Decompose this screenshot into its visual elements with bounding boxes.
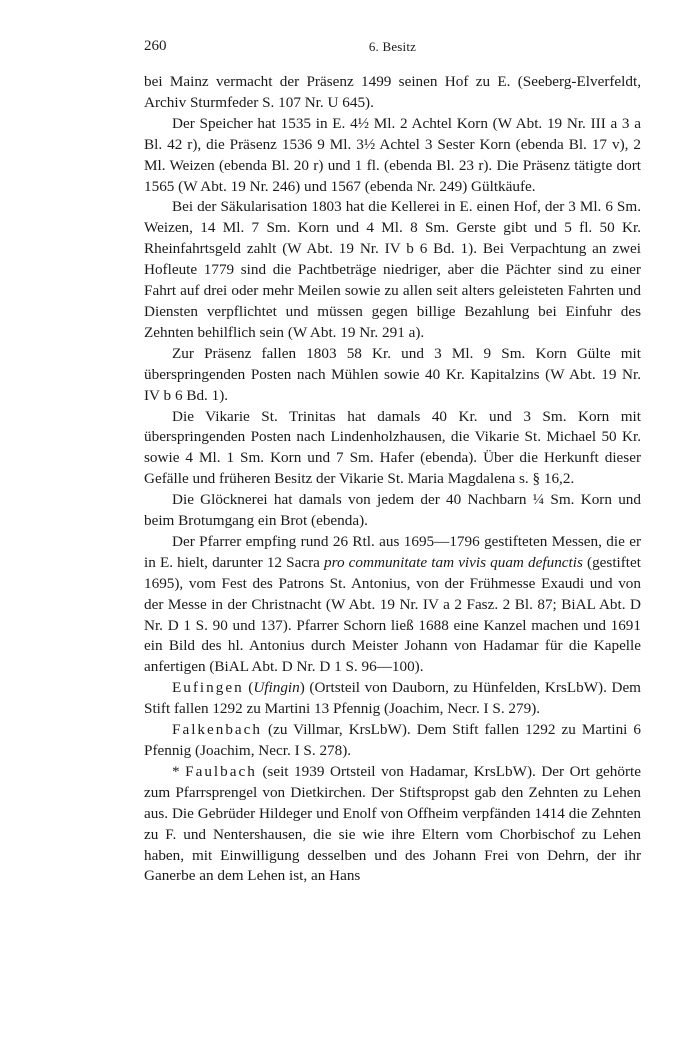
- italic-text: pro communitate tam vivis quam defunctis: [324, 553, 583, 571]
- paragraph: [144, 344, 641, 407]
- text-run: Bei der Säkularisation 1803 hat die Kellerei in E. einen Hof, der 3 Ml. 6 Sm. Weizen, 14 Ml. 7 Sm. Korn und 4 Ml. 8 Sm. Gerste gibt und 5 fl. 50 Kr. Rheinfahrtsgeld zahlt (W Abt. 19 Nr. IV b 6 Bd. 1). Bei Verpachtung an zwei Hofleute 1779 sind die Pachtbeträge niedriger, aber die Pächter sind zu einer Fahrt auf drei oder mehr Meilen sowie zu allen seit alters geleisteten Fahrten und Diensten verpflichtet und müssen gegen billige Bezahlung bei Einfuhr des Zehnten behilflich sein (W Abt. 19 Nr. 291 a).: [144, 198, 641, 341]
- place-name: Eufingen: [172, 679, 244, 697]
- paragraph: [144, 678, 641, 720]
- paragraph: [144, 490, 641, 532]
- running-head: [144, 38, 641, 58]
- page-number: 260: [144, 38, 167, 54]
- text-run: (gestiftet 1695), vom Fest des Patrons St. Antonius, von der Frühmesse Exaudi und von der Messe in der Christnacht (W Abt. 19 Nr. IV a 2 Fasz. 2 Bl. 87; BiAL Abt. D Nr. D 1 S. 90 und 137). Pfarrer Schorn ließ 1688 eine Kanzel machen und 1691 ein Bild des hl. Antonius durch Meister Johann von Hadamar für die Kapelle anfertigen (BiAL Abt. D Nr. D 1 S. 96—100).: [144, 553, 641, 676]
- text-run: Die Glöcknerei hat damals von jedem der 40 Nachbarn ¼ Sm. Korn und beim Brotumgang ein Brot (ebenda).: [144, 491, 641, 530]
- italic-text: Ufingin: [253, 679, 300, 697]
- text-run: (zu Villmar, KrsLbW). Dem Stift fallen 1292 zu Martini 6 Pfennig (Joachim, Necr. I S. 278).: [144, 721, 641, 759]
- text-run: bei Mainz vermacht der Präsenz 1499 seinen Hof zu E. (Seeberg-Elverfeldt, Archiv Sturmfeder S. 107 Nr. U 645).: [144, 73, 641, 111]
- text-run: ) (Ortsteil von Dauborn, zu Hünfelden, KrsLbW). Dem Stift fallen 1292 zu Martini 13 Pfennig (Joachim, Necr. I S. 279).: [144, 679, 641, 718]
- text-run: Die Vikarie St. Trinitas hat damals 40 Kr. und 3 Sm. Korn mit überspringenden Posten nach Lindenholzhausen, die Vikarie St. Michael 50 Kr. sowie 4 Ml. 1 Sm. Korn und 7 Sm. Hafer (ebenda). Über die Herkunft dieser Gefälle und früheren Besitz der Vikarie St. Maria Magdalena s. § 16,2.: [144, 407, 641, 488]
- text-run: Der Speicher hat 1535 in E. 4½ Ml. 2 Achtel Korn (W Abt. 19 Nr. III a 3 a Bl. 42 r), die Präsenz 1536 9 Ml. 3½ Achtel 3 Sester Korn (ebenda Bl. 17 v), 2 Ml. Weizen (ebenda Bl. 20 r) und 1 fl. (ebenda Bl. 23 r). Die Präsenz tätigte dort 1565 (W Abt. 19 Nr. 246) und 1567 (ebenda Nr. 249) Gültkäufe.: [144, 114, 641, 195]
- paragraph: [144, 114, 641, 198]
- paragraph: [144, 762, 641, 887]
- text-run: Zur Präsenz fallen 1803 58 Kr. und 3 Ml. 9 Sm. Korn Gülte mit überspringenden Posten nach Mühlen sowie 40 Kr. Kapitalzins (W Abt. 19 Nr. IV b 6 Bd. 1).: [144, 344, 641, 404]
- section-title: 6. Besitz: [368, 39, 417, 54]
- text-run: (: [243, 679, 254, 697]
- paragraph: [144, 720, 641, 762]
- paragraph: [144, 197, 641, 343]
- paragraph: [144, 407, 641, 491]
- paragraph: [144, 532, 641, 678]
- place-name: Falkenbach: [172, 721, 263, 739]
- text-run: (seit 1939 Ortsteil von Hadamar, KrsLbW). Der Ort gehörte zum Pfarrsprengel von Dietkirchen. Der Stiftspropst gab den Zehnten zu Lehen aus. Die Gebrüder Hildeger und Enolf von Offheim verpfänden 1414 die Zehnten zu F. und Nentershausen, die sie wie ihre Eltern vom Chorbischof zu Lehen haben, mit Einwilligung desselben und des Johann Frei von Dehrn, der ihr Ganerbe an dem Lehen ist, an Hans: [144, 762, 641, 885]
- body-text: [144, 72, 641, 887]
- place-name: Faulbach: [185, 762, 257, 780]
- text-run: *: [172, 762, 186, 780]
- text-run: Der Pfarrer empfing rund 26 Rtl. aus 1695—1796 gestifteten Messen, die er in E. hielt, darunter 12 Sacra: [144, 532, 641, 571]
- paragraph: [144, 72, 641, 114]
